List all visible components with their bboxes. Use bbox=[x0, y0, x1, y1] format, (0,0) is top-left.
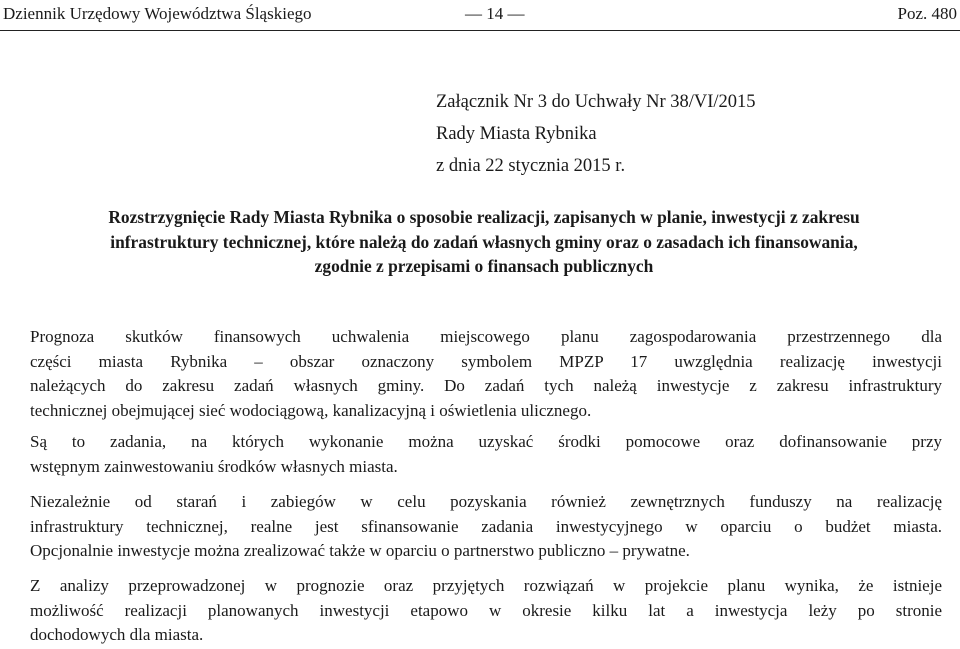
paragraph-line: Są to zadania, na których wykonanie można uzyskać środki pomocowe oraz dofinansowanie przy bbox=[30, 432, 942, 451]
position-number: Poz. 480 bbox=[897, 4, 957, 23]
document-title bbox=[30, 205, 938, 279]
page-number: — 14 — bbox=[465, 4, 525, 23]
paragraph-line: części miasta Rybnika – obszar oznaczony symbolem MPZP 17 uwzględnia realizację inwestycji bbox=[30, 351, 942, 371]
annex-line-3: z dnia 22 stycznia 2015 r. bbox=[436, 156, 626, 176]
paragraph-line: Prognoza skutków finansowych uchwalenia miejscowego planu zagospodarowania przestrzennego dla bbox=[30, 327, 942, 346]
paragraph-line: Z analizy przeprowadzonej w prognozie oraz przyjętych rozwiązań w projekcie planu wynika, że istnieje bbox=[30, 576, 942, 595]
journal-title: Dziennik Urzędowy Województwa Śląskiego bbox=[3, 4, 312, 23]
title-line: Rozstrzygnięcie Rady Miasta Rybnika o sposobie realizacji, zapisanych w planie, inwestycji z zakresu bbox=[108, 207, 860, 227]
title-line: infrastruktury technicznej, które należą do zadań własnych gminy oraz o zasadach ich finansowania, bbox=[110, 231, 858, 252]
annex-line-1: Załącznik Nr 3 do Uchwały Nr 38/VI/2015 bbox=[436, 92, 756, 112]
annex-reference bbox=[436, 86, 756, 182]
paragraph-line: możliwość realizacji planowanych inwestycji etapowo w okresie kilku lat a inwestycja leży po stronie bbox=[30, 600, 942, 620]
title-line: zgodnie z przepisami o finansach publicznych bbox=[314, 256, 654, 276]
annex-line-2: Rady Miasta Rybnika bbox=[436, 124, 597, 144]
paragraph-line: należących do zakresu zadań własnych gminy. Do zadań tych należą inwestycje z zakresu infrastruktury bbox=[30, 376, 942, 396]
paragraph-4 bbox=[30, 574, 942, 648]
page-header bbox=[0, 0, 960, 31]
paragraph-2 bbox=[30, 430, 942, 479]
paragraph-1 bbox=[30, 325, 942, 423]
paragraph-line: technicznej obejmującej sieć wodociągową, kanalizacyjną i oświetlenia ulicznego. bbox=[30, 400, 592, 420]
paragraph-3 bbox=[30, 490, 942, 564]
paragraph-line: wstępnym zainwestowaniu środków własnych miasta. bbox=[30, 456, 398, 476]
paragraph-line: Niezależnie od starań i zabiegów w celu pozyskania również zewnętrznych funduszy na realizację bbox=[30, 492, 942, 511]
paragraph-line: Opcjonalnie inwestycje można zrealizować także w oparciu o partnerstwo publiczno – prywatne. bbox=[30, 541, 690, 561]
paragraph-line: infrastruktury technicznej, realne jest sfinansowanie zadania inwestycyjnego w oparciu o budżet miasta. bbox=[30, 516, 942, 536]
paragraph-line: dochodowych dla miasta. bbox=[30, 625, 204, 645]
